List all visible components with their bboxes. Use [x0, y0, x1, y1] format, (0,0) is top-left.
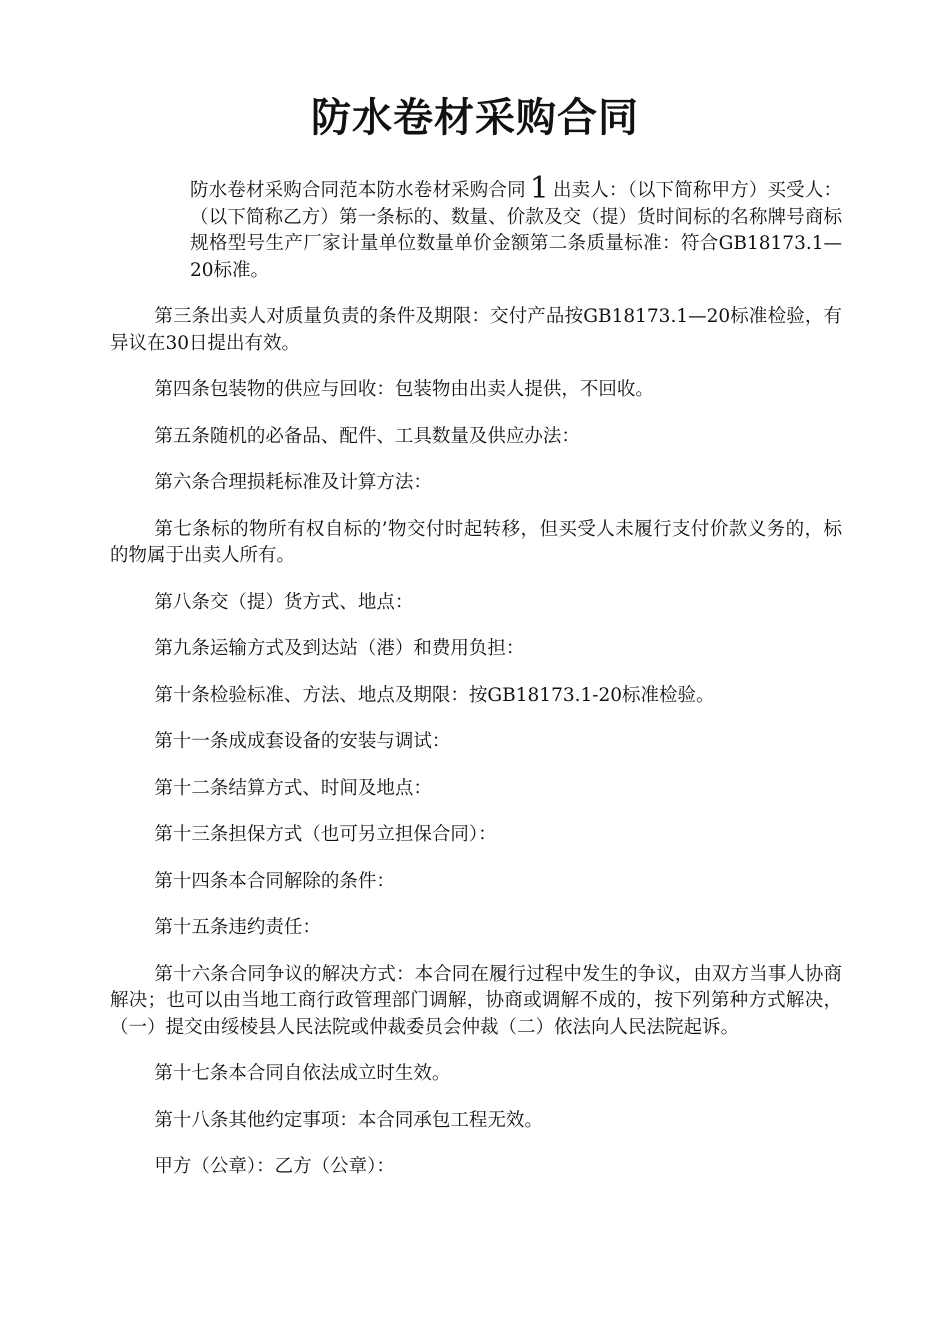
clause-3: 第三条出卖人对质量负责的条件及期限：交付产品按GB18173.1—20标准检验，有异议在30日提出有效。 [110, 306, 842, 354]
clause-17: 第十七条本合同自依法成立时生效。 [154, 1063, 451, 1084]
clause-6: 第六条合理损耗标准及计算方法： [154, 472, 432, 493]
clause-18: 第十八条其他约定事项：本合同承包工程无效。 [154, 1109, 543, 1131]
intro-number: 1 [529, 171, 549, 206]
clause-12: 第十二条结算方式、时间及地点： [154, 777, 432, 799]
signature-line: 甲方（公章）：乙方（公章）： [154, 1156, 395, 1177]
intro-suffix: 出卖人：（以下简称甲方）买受人：（以下简称乙方）第一条标的、数量、价款及交（提）货时间标的名称牌号商标规格型号生产厂家计量单位数量单价金额第二条质量标准：符合GB18173.1—20标准。 [190, 180, 842, 281]
clause-11: 第十一条成成套设备的安装与调试： [154, 731, 451, 752]
intro-prefix: 防水卷材采购合同范本防水卷材采购合同 [190, 180, 526, 201]
clause-16: 第十六条合同争议的解决方式：本合同在履行过程中发生的争议，由双方当事人协商解决；也可以由当地工商行政管理部门调解，协商或调解不成的，按下列第种方式解决，（一）提交由绥棱县人民法院或仲裁委员会仲裁（二）依法向人民法院起诉。 [110, 963, 842, 1038]
clause-4: 第四条包装物的供应与回收：包装物由出卖人提供，不回收。 [154, 379, 654, 400]
clause-7: 第七条标的物所有权自标的’物交付时起转移，但买受人未履行支付价款义务的，标的物属于出卖人所有。 [110, 518, 842, 566]
clause-15: 第十五条违约责任： [154, 917, 321, 938]
clause-8: 第八条交（提）货方式、地点： [154, 591, 414, 613]
clause-14: 第十四条本合同解除的条件： [154, 870, 395, 892]
clause-9: 第九条运输方式及到达站（港）和费用负担： [154, 638, 525, 659]
clause-13: 第十三条担保方式（也可另立担保合同）： [154, 824, 497, 845]
document-body [110, 171, 842, 1181]
document-title: 防水卷材采购合同 [311, 95, 639, 141]
clause-5: 第五条随机的必备品、配件、工具数量及供应办法： [154, 425, 580, 447]
clause-10: 第十条检验标准、方法、地点及期限：按GB18173.1-20标准检验。 [154, 684, 715, 706]
intro-paragraph [110, 171, 842, 284]
